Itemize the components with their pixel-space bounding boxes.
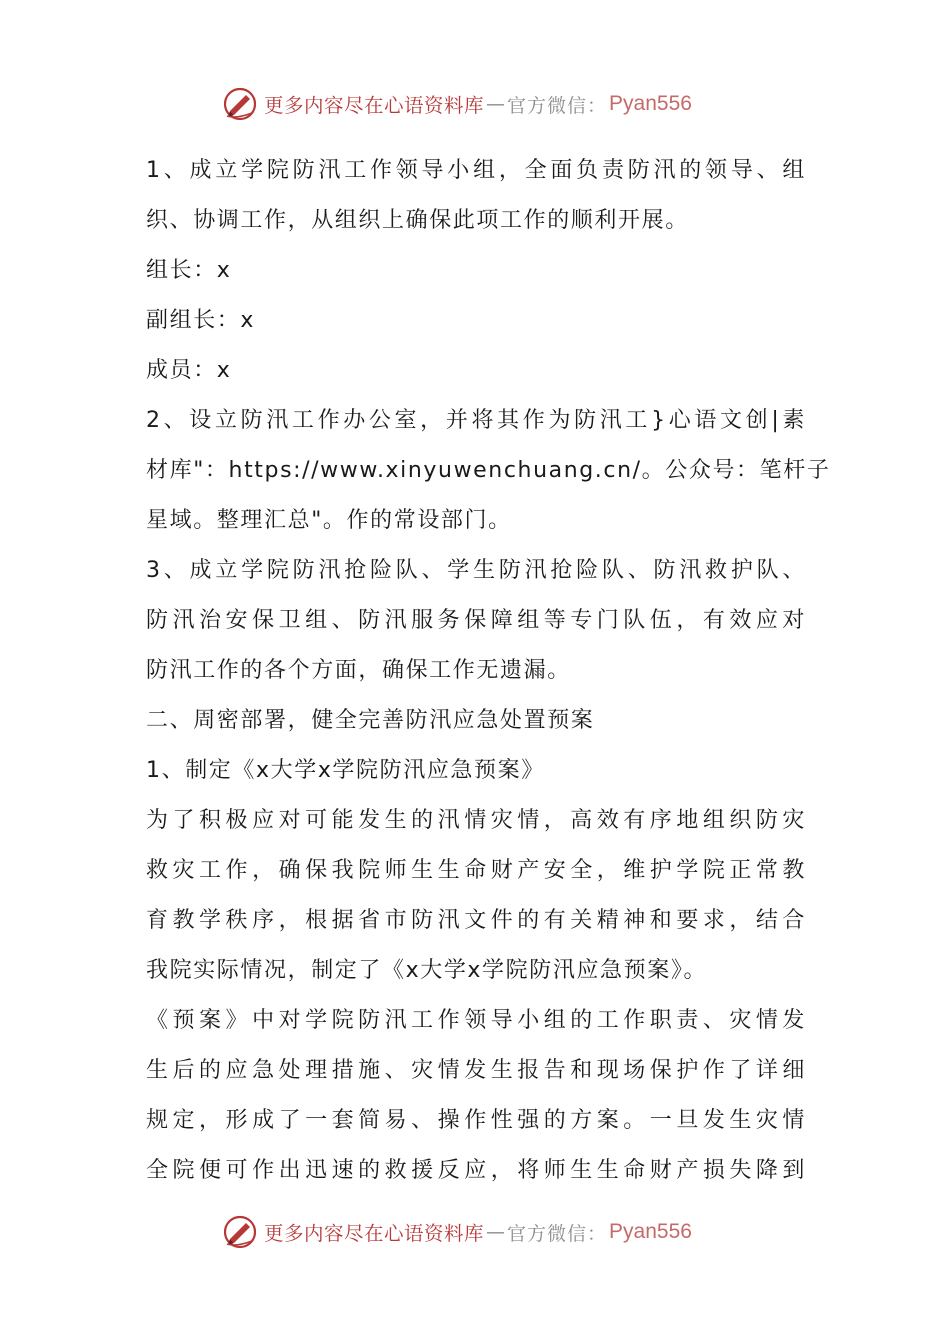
header-watermark-banner xyxy=(222,82,692,126)
text-line: 1、成立学院防汛工作领导小组，全面负责防汛的领导、组 xyxy=(146,158,806,183)
section-heading: 二、周密部署，健全完善防汛应急处置预案 xyxy=(146,708,595,733)
text-line: 组长：x xyxy=(146,258,232,283)
text-line: 《预案》中对学院防汛工作领导小组的工作职责、灾情发 xyxy=(146,1008,806,1033)
footer-watermark-banner xyxy=(222,1210,692,1254)
banner-official-label: 官方微信： xyxy=(507,94,608,117)
banner-official-label: 官方微信： xyxy=(507,1222,608,1245)
banner-wechat-id: Pyan556 xyxy=(609,92,692,115)
text-line: 防汛工作的各个方面，确保工作无遗漏。 xyxy=(146,658,571,683)
text-line: 育教学秩序，根据省市防汛文件的有关精神和要求，结合 xyxy=(146,908,806,933)
text-line: 为了积极应对可能发生的汛情灾情，高效有序地组织防灾 xyxy=(146,808,806,833)
text-line: 织、协调工作，从组织上确保此项工作的顺利开展。 xyxy=(146,208,689,233)
text-line: 3、成立学院防汛抢险队、学生防汛抢险队、防汛救护队、 xyxy=(146,558,806,583)
subsection-heading: 1、制定《x大学x学院防汛应急预案》 xyxy=(146,758,545,783)
banner-brand-text: 更多内容尽在心语资料库 xyxy=(264,1222,485,1245)
banner-dash: — xyxy=(486,1221,506,1243)
text-line: 救灾工作，确保我院师生生命财产安全，维护学院正常教 xyxy=(146,858,806,883)
text-line: 防汛治安保卫组、防汛服务保障组等专门队伍，有效应对 xyxy=(146,608,806,633)
text-line: 规定，形成了一套简易、操作性强的方案。一旦发生灾情 xyxy=(146,1108,806,1133)
pen-circle-logo-icon xyxy=(222,86,258,122)
text-line: 星域。整理汇总"。作的常设部门。 xyxy=(146,508,512,533)
text-line: 全院便可作出迅速的救援反应，将师生生命财产损失降到 xyxy=(146,1158,806,1183)
text-line: 成员：x xyxy=(146,358,232,383)
text-line: 副组长：x xyxy=(146,308,256,333)
text-line: 我院实际情况，制定了《x大学x学院防汛应急预案》。 xyxy=(146,958,708,983)
text-line: 2、设立防汛工作办公室，并将其作为防汛工}心语文创|素 xyxy=(146,408,806,433)
banner-wechat-id: Pyan556 xyxy=(609,1220,692,1243)
text-line: 生后的应急处理措施、灾情发生报告和现场保护作了详细 xyxy=(146,1058,806,1083)
banner-brand-text: 更多内容尽在心语资料库 xyxy=(264,94,485,117)
banner-dash: — xyxy=(486,93,506,115)
document-body xyxy=(146,146,831,1196)
pen-circle-logo-icon xyxy=(222,1214,258,1250)
text-line: 材库"：https://www.xinyuwenchuang.cn/。公众号：笔杆子 xyxy=(146,458,831,483)
